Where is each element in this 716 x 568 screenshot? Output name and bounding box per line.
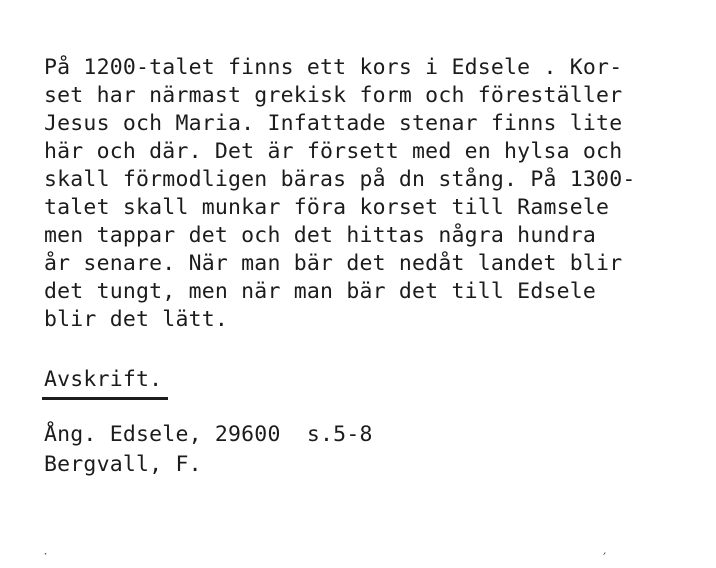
text-line: set har närmast grekisk form och föreställer (44, 83, 623, 108)
text-line: talet skall munkar föra korset till Ramsele (44, 195, 610, 220)
text-line: här och där. Det är försett med en hylsa och (44, 139, 623, 164)
text-line: blir det lätt. (44, 307, 229, 332)
text-line: år senare. När man bär det nedåt landet blir (44, 251, 623, 276)
text-line: det tungt, men när man bär det till Edsele (44, 279, 597, 304)
text-line: Jesus och Maria. Infattade stenar finns lite (44, 111, 623, 136)
archive-reference-line: Ång. Edsele, 29600 s.5-8 (44, 422, 373, 447)
text-line: men tappar det och det hittas några hundra (44, 223, 597, 248)
scan-speck-mark: ′ (603, 551, 607, 567)
text-line: På 1200-talet finns ett kors i Edsele . Kor- (44, 55, 623, 80)
heading-underline (42, 397, 168, 400)
scan-speck-mark: ˙ (42, 552, 50, 568)
source-reference (44, 420, 373, 480)
collector-name-line: Bergvall, F. (44, 452, 202, 477)
section-heading: Avskrift. (44, 367, 163, 392)
text-line: skall förmodligen bäras på dn stång. På 1300- (44, 167, 636, 192)
legend-text (44, 54, 635, 334)
